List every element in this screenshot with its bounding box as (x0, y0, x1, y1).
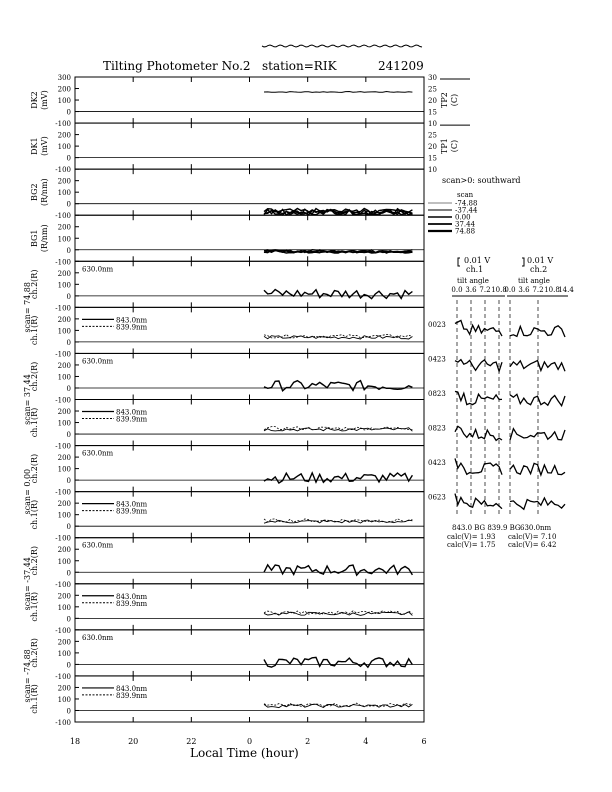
scan-label: scan= -74.88 (23, 649, 32, 703)
panel-6 (23, 353, 424, 424)
tilt-scan-panel (428, 258, 574, 515)
scan-label: scan= 37.44 (23, 374, 32, 425)
right-tick-label: 15 (428, 108, 437, 117)
scan-legend-label: 74.88 (455, 227, 476, 236)
x-axis-label: Local Time (hour) (190, 746, 299, 760)
side-time-label: 0823 (428, 424, 446, 433)
panel-4 (23, 261, 424, 332)
ch2-tilt-tick: 14.4 (558, 286, 574, 294)
y-tick-label: 100 (57, 97, 71, 106)
legend-label-843: 843.0nm (116, 408, 148, 417)
y-tick-label: 0 (66, 384, 71, 393)
legend-label-843: 843.0nm (116, 592, 148, 601)
panel-9 (30, 492, 424, 543)
legend-label-843: 843.0nm (116, 316, 148, 325)
scan-label: scan= 0.00 (23, 468, 32, 515)
side-trace (455, 320, 502, 336)
scan-direction-label: scan>0: southward (442, 176, 521, 185)
y-tick-label: 200 (57, 131, 71, 140)
panel-frame (75, 215, 424, 261)
ch2-calib-2: calc(V)= 6.42 (508, 541, 557, 549)
scan-legend-title: scan (457, 191, 474, 199)
x-tick-label: 4 (363, 737, 369, 746)
side-trace (455, 360, 502, 372)
right-tick-label: 10 (428, 120, 437, 129)
panel-5 (30, 307, 424, 358)
y-tick-label: 100 (57, 511, 71, 520)
y-axis-label: ch.2(R) (30, 269, 39, 300)
y-tick-label: 200 (57, 408, 71, 417)
right-tick-label: 25 (428, 85, 437, 94)
y-tick-label: 0 (66, 431, 71, 440)
panel-frame (75, 123, 424, 169)
panel-11 (30, 584, 424, 635)
y-tick-label: 200 (57, 223, 71, 232)
y-tick-label: 200 (57, 361, 71, 370)
right-tick-label: 10 (428, 166, 437, 175)
data-series (264, 334, 412, 338)
scan-legend-label: 0.00 (455, 213, 471, 222)
wavelength-label: 630.0nm (82, 541, 114, 550)
y-axis-label: ch.1(R) (30, 684, 39, 714)
side-trace (510, 361, 565, 372)
scan-legend-label: 37.44 (455, 220, 476, 229)
panel-10 (23, 538, 424, 611)
y-tick-label: 100 (57, 603, 71, 612)
y-axis-label: ch.2(R) (30, 453, 39, 484)
x-tick-labels (70, 737, 427, 746)
y-tick-label: 0 (66, 707, 71, 716)
y-tick-label: 0 (66, 108, 71, 117)
y-tick-label: 0 (66, 338, 71, 347)
side-trace (510, 463, 565, 475)
y-axis-label: ch.1(R) (30, 499, 39, 530)
y-tick-label: 0 (66, 292, 71, 301)
y-axis-unit: (R/nm) (40, 178, 49, 207)
wavelength-label: 630.0nm (82, 265, 114, 274)
y-tick-label: 200 (57, 269, 71, 278)
legend-label-839: 839.9nm (116, 323, 148, 332)
y-tick-label: -100 (55, 488, 71, 497)
panels (23, 45, 470, 727)
wavelength-label: 630.0nm (82, 449, 114, 458)
y-axis-label: DK2 (30, 91, 39, 109)
legend-label-843: 843.0nm (116, 684, 148, 693)
y-axis-unit: (mV) (40, 136, 49, 156)
panel-frame (75, 261, 424, 307)
ch2-bottom-label: 630.0nm (520, 524, 552, 532)
y-tick-label: 0 (66, 154, 71, 163)
y-tick-label: 200 (57, 177, 71, 186)
right-tick-label: 20 (428, 143, 437, 152)
legend-label-839: 839.9nm (116, 691, 148, 700)
y-tick-label: 0 (66, 246, 71, 255)
data-series (264, 473, 412, 483)
ch2-tilt-tick: 3.6 (518, 286, 530, 294)
right-tick-label: 15 (428, 154, 437, 163)
right-tick-label: 20 (428, 97, 437, 106)
y-tick-label: -100 (55, 258, 71, 267)
data-series (264, 704, 412, 707)
ch1-scale-label: 0.01 V (464, 256, 491, 265)
right-axis-label: TP1 (440, 138, 449, 155)
y-tick-label: 100 (57, 327, 71, 336)
y-tick-label: 100 (57, 373, 71, 382)
y-tick-label: -100 (55, 120, 71, 129)
data-series (264, 657, 412, 667)
y-axis-label: BG1 (30, 229, 39, 248)
panel-3 (30, 215, 424, 266)
y-tick-label: 100 (57, 649, 71, 658)
side-time-label: 0823 (428, 390, 446, 398)
side-time-label: 0023 (428, 321, 446, 329)
x-tick-label: 6 (421, 737, 427, 746)
y-tick-label: 200 (57, 592, 71, 601)
y-axis-label: BG2 (30, 183, 39, 201)
y-tick-label: 100 (57, 695, 71, 704)
y-axis-label: ch.2(R) (30, 638, 39, 668)
y-tick-label: 200 (57, 315, 71, 324)
chart-title: Tilting Photometer No.2 (103, 59, 251, 73)
y-tick-label: 200 (57, 454, 71, 463)
ch2-tilt-label: tilt angle (518, 277, 550, 285)
side-time-label: 0423 (428, 355, 446, 364)
side-trace (510, 498, 565, 509)
scan-legend (428, 200, 478, 236)
scan-label: scan= -37.44 (23, 557, 32, 611)
y-tick-label: -100 (55, 672, 71, 681)
y-tick-label: 100 (57, 281, 71, 290)
side-trace (455, 426, 502, 440)
side-trace (510, 394, 565, 405)
ch2-tilt-tick: 7.2 (532, 286, 544, 294)
ch2-bracket (522, 258, 524, 266)
y-axis-label: ch.1(R) (30, 315, 39, 346)
data-series (264, 381, 412, 391)
y-tick-label: 100 (57, 465, 71, 474)
panel-7 (30, 400, 424, 451)
y-axis-label: ch.2(R) (30, 545, 39, 576)
scan-legend-label: -74.88 (455, 199, 478, 208)
ch1-calib-2: calc(V)= 1.75 (447, 541, 496, 549)
ch2-tilt-tick: 0.0 (504, 286, 516, 294)
right-axis-unit: (C) (450, 139, 459, 153)
wavelength-label: 630.0nm (82, 633, 114, 642)
side-trace (510, 429, 565, 440)
panel-0 (30, 74, 470, 128)
ch2-scale-label: 0.01 V (527, 256, 554, 265)
y-tick-label: -100 (55, 304, 71, 313)
panel-frame (75, 446, 424, 492)
y-axis-unit: (R/nm) (40, 224, 49, 253)
right-axis-label: TP2 (440, 92, 449, 108)
ch1-tilt-label: tilt angle (457, 277, 489, 285)
y-tick-label: -100 (55, 442, 71, 451)
panel-1 (30, 123, 470, 174)
x-tick-label: 22 (186, 737, 197, 746)
ch2-calib-1: calc(V)= 7.10 (508, 533, 557, 541)
scan-label: scan= 74.88 (23, 282, 32, 333)
y-tick-label: -100 (55, 350, 71, 359)
y-tick-label: 100 (57, 557, 71, 566)
panel-frame (75, 77, 424, 123)
data-series (264, 703, 412, 706)
data-series (264, 336, 412, 339)
y-tick-label: 100 (57, 143, 71, 152)
legend-label-839: 839.9nm (116, 507, 148, 516)
y-tick-label: -100 (55, 580, 71, 589)
data-series (264, 290, 412, 299)
top-trace (262, 45, 422, 47)
y-tick-label: -100 (55, 719, 71, 727)
date-label: 241209 (378, 59, 424, 73)
x-tick-label: 20 (128, 737, 139, 746)
y-tick-label: 300 (57, 74, 71, 82)
y-tick-label: -100 (55, 534, 71, 543)
y-tick-label: 0 (66, 200, 71, 209)
data-series (264, 612, 412, 615)
y-tick-label: -100 (55, 396, 71, 405)
panel-12 (23, 630, 424, 703)
ch1-tilt-tick: 3.6 (465, 286, 477, 294)
x-tick-label: 0 (246, 737, 253, 746)
data-series (264, 565, 412, 575)
y-axis-label: ch.1(R) (30, 592, 39, 622)
y-tick-label: 0 (66, 569, 71, 578)
y-tick-label: 200 (57, 85, 71, 94)
data-series (264, 92, 412, 93)
side-trace (455, 494, 502, 509)
right-axis-unit: (C) (450, 93, 459, 107)
ch1-tilt-tick: 10.8 (491, 286, 507, 294)
ch1-bottom-label: 843.0 BG 839.9 BG (452, 524, 521, 532)
right-tick-label: 30 (428, 74, 437, 82)
y-tick-label: -100 (55, 166, 71, 175)
panel-2 (30, 169, 424, 220)
station-label: station=RIK (262, 59, 337, 73)
y-tick-label: -100 (55, 212, 71, 221)
panel-frame (75, 630, 424, 676)
y-tick-label: 200 (57, 638, 71, 647)
y-tick-label: 0 (66, 615, 71, 624)
ch1-bracket (458, 258, 460, 266)
y-tick-label: 0 (66, 477, 71, 486)
y-axis-label: ch.1(R) (30, 407, 39, 438)
side-time-label: 0423 (428, 459, 446, 467)
side-trace (510, 326, 565, 337)
ch1-tilt-tick: 0.0 (451, 286, 463, 294)
ch1-tilt-tick: 7.2 (479, 286, 491, 294)
ch2-tilt-tick: 10.8 (544, 286, 560, 294)
legend-label-843: 843.0nm (116, 500, 148, 509)
panel-frame (75, 538, 424, 584)
ch1-label: ch.1 (466, 265, 484, 274)
y-tick-label: 200 (57, 684, 71, 693)
x-tick-label: 2 (305, 737, 311, 746)
y-tick-label: 100 (57, 235, 71, 244)
y-tick-label: 0 (66, 523, 71, 532)
y-tick-label: -100 (55, 626, 71, 635)
y-tick-label: 0 (66, 661, 71, 670)
scan-legend-label: -37.44 (455, 206, 478, 215)
ch2-label: ch.2 (530, 265, 548, 274)
panel-frame (75, 169, 424, 215)
y-tick-label: 100 (57, 189, 71, 198)
x-tick-label: 18 (69, 737, 81, 746)
y-tick-label: 200 (57, 500, 71, 509)
side-time-label: 0623 (428, 493, 446, 502)
right-tick-label: 25 (428, 131, 437, 140)
y-tick-label: 200 (57, 546, 71, 555)
side-trace (455, 458, 502, 474)
y-axis-label: DK1 (30, 137, 39, 155)
wavelength-label: 630.0nm (82, 357, 114, 366)
panel-frame (75, 353, 424, 399)
legend-label-839: 839.9nm (116, 415, 148, 424)
panel-13 (30, 676, 424, 727)
y-axis-unit: (mV) (40, 90, 49, 110)
ch1-calib-1: calc(V)= 1.93 (447, 533, 496, 541)
y-tick-label: 100 (57, 419, 71, 428)
legend-label-839: 839.9nm (116, 599, 148, 608)
y-axis-label: ch.2(R) (30, 361, 39, 392)
side-trace (455, 391, 502, 404)
